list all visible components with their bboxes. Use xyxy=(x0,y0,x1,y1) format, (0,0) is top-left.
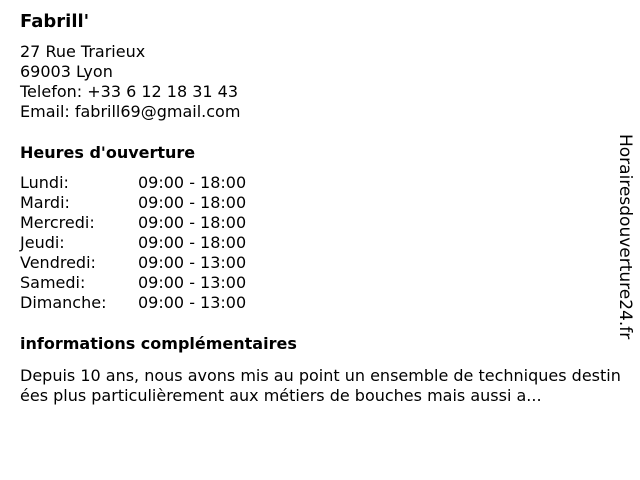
business-card xyxy=(20,10,630,406)
hours-time: 09:00 - 13:00 xyxy=(138,273,247,292)
site-watermark: Horairesdouverture24.fr xyxy=(615,134,635,340)
business-name: Fabrill' xyxy=(20,11,90,32)
hours-heading: Heures d'ouverture xyxy=(20,143,196,162)
hours-row-mercredi xyxy=(20,213,630,233)
hours-day: Samedi: xyxy=(20,273,86,292)
hours-time: 09:00 - 18:00 xyxy=(138,173,247,192)
email-line: Email: fabrill69@gmail.com xyxy=(20,102,241,121)
hours-time: 09:00 - 18:00 xyxy=(138,213,247,232)
hours-row-mardi xyxy=(20,193,630,213)
hours-day: Jeudi: xyxy=(20,233,65,252)
hours-time: 09:00 - 18:00 xyxy=(138,193,247,212)
hours-time: 09:00 - 18:00 xyxy=(138,233,247,252)
hours-row-samedi xyxy=(20,273,630,293)
hours-day: Dimanche: xyxy=(20,293,107,312)
hours-table xyxy=(20,173,630,313)
phone-line: Telefon: +33 6 12 18 31 43 xyxy=(20,82,239,101)
hours-day: Vendredi: xyxy=(20,253,96,272)
hours-row-lundi xyxy=(20,173,630,193)
hours-time: 09:00 - 13:00 xyxy=(138,253,247,272)
info-heading: informations complémentaires xyxy=(20,334,297,353)
hours-time: 09:00 - 13:00 xyxy=(138,293,247,312)
info-description: Depuis 10 ans, nous avons mis au point un ensemble de techniques destinées plus particulièrement aux métiers de bouches mais aussi a... xyxy=(20,366,621,405)
hours-day: Mercredi: xyxy=(20,213,95,232)
hours-day: Lundi: xyxy=(20,173,69,192)
address-city: 69003 Lyon xyxy=(20,62,113,81)
hours-day: Mardi: xyxy=(20,193,70,212)
hours-row-dimanche xyxy=(20,293,630,313)
hours-row-vendredi xyxy=(20,253,630,273)
hours-row-jeudi xyxy=(20,233,630,253)
address-street: 27 Rue Trarieux xyxy=(20,42,146,61)
